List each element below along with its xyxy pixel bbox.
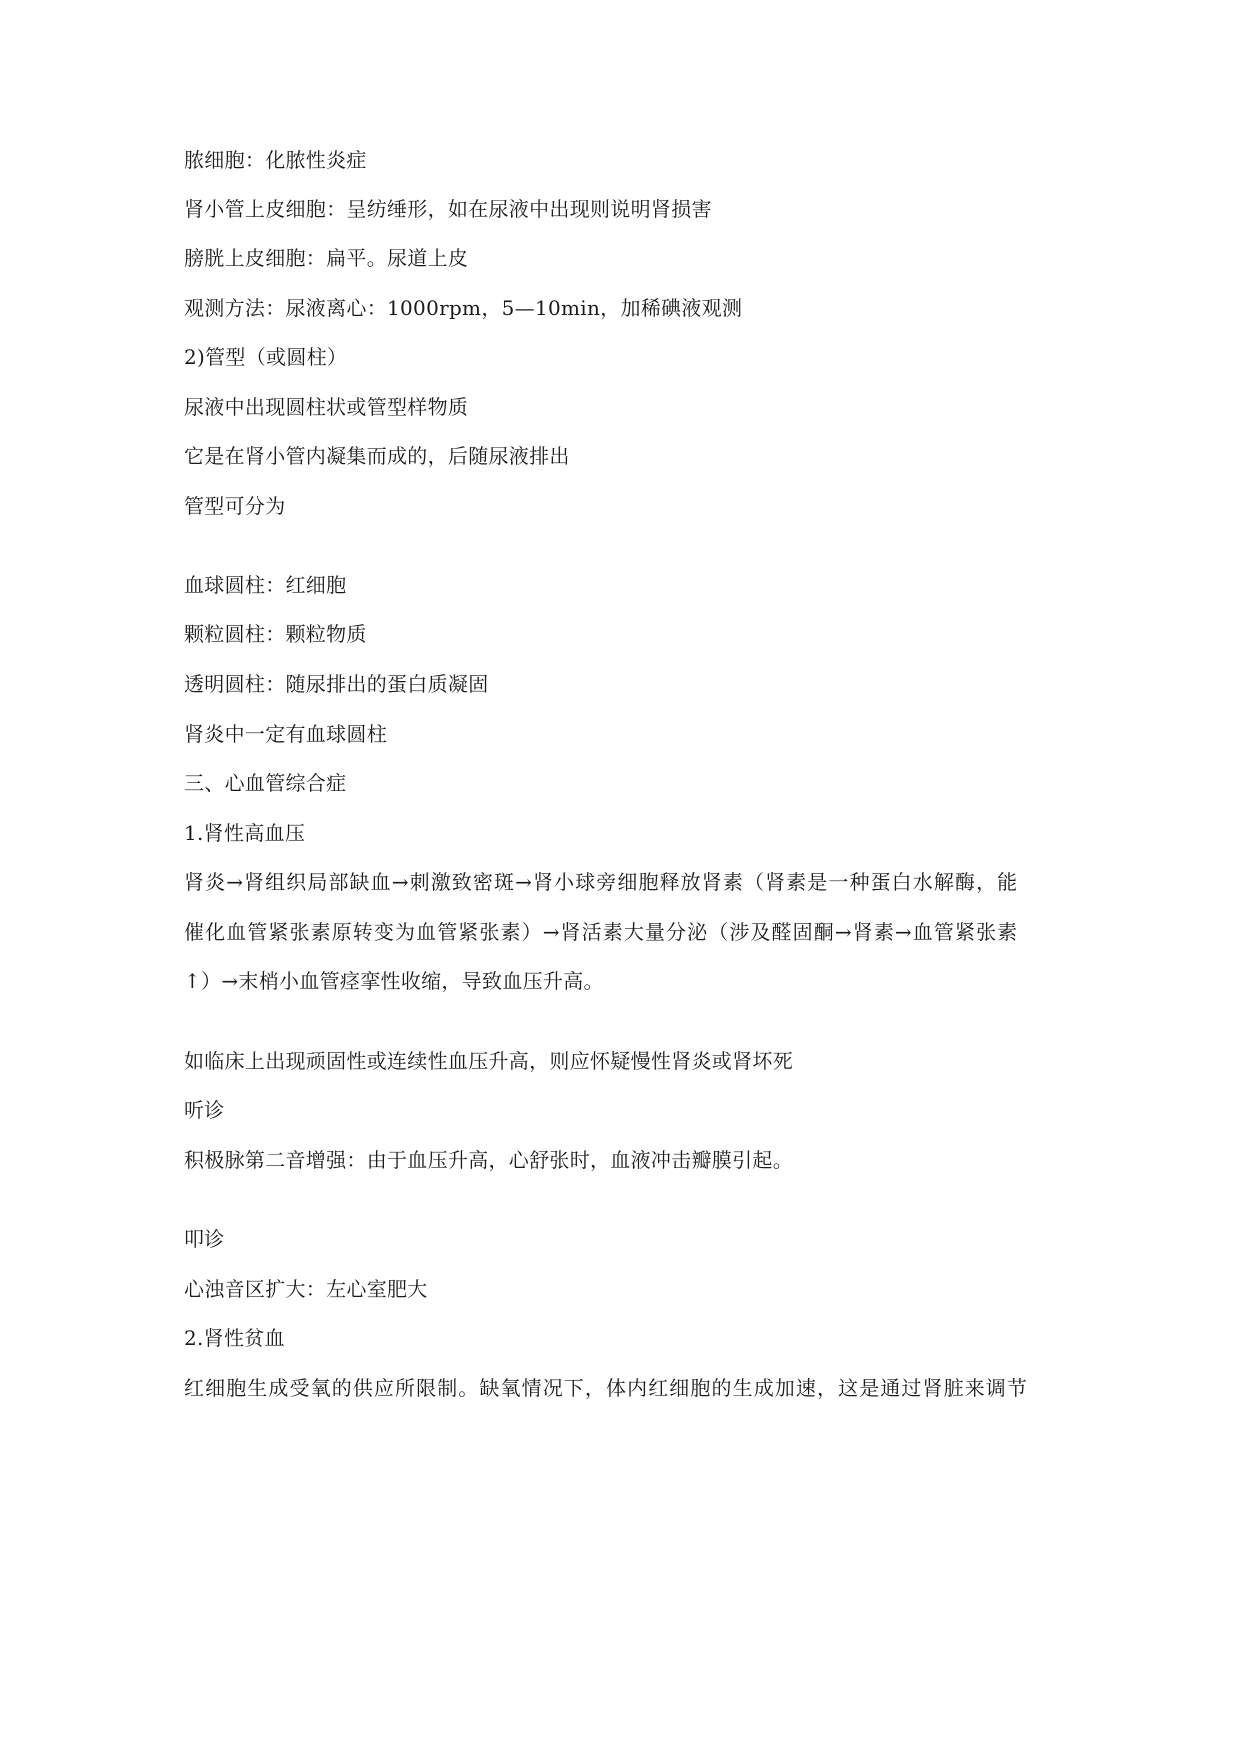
text-line-second-heart-sound: 积极脉第二音增强：由于血压升高，心舒张时，血液冲击瓣膜引起。 (184, 1148, 793, 1172)
section-heading-cardiovascular: 三、心血管综合症 (184, 771, 347, 795)
text-line-blood-cell-cast: 血球圆柱：红细胞 (184, 573, 347, 597)
text-line-renal-tubular-cells: 肾小管上皮细胞：呈纺缍形，如在尿液中出现则说明肾损害 (184, 197, 712, 221)
text-line-mechanism-1: 肾炎→肾组织局部缺血→刺激致密斑→肾小球旁细胞释放肾素（肾素是一种蛋白水解酶，能 (184, 870, 1019, 894)
text-line-observation-method: 观测方法：尿液离心：1000rpm，5—10min，加稀碘液观测 (184, 296, 743, 320)
text-line-clinical-suspicion: 如临床上出现顽固性或连续性血压升高，则应怀疑慢性肾炎或肾坏死 (184, 1049, 793, 1073)
text-line-nephritis-cast: 肾炎中一定有血球圆柱 (184, 722, 387, 746)
text-line-cardiac-dullness: 心浊音区扩大：左心室肥大 (184, 1277, 428, 1301)
subheading-auscultation: 听诊 (184, 1098, 225, 1122)
text-line-mechanism-3: ↑）→末梢小血管痉挛性收缩，导致血压升高。 (184, 969, 604, 993)
text-line-mechanism-2: 催化血管紧张素原转变为血管紧张素）→肾活素大量分泌（涉及醛固酮→肾素→血管紧张素 (184, 920, 1019, 944)
subheading-renal-hypertension: 1.肾性高血压 (184, 821, 306, 845)
text-line-casts-formation: 它是在肾小管内凝集而成的，后随尿液排出 (184, 444, 570, 468)
text-line-erythropoiesis: 红细胞生成受氧的供应所限制。缺氧情况下，体内红细胞的生成加速，这是通过肾脏来调节 (184, 1376, 1028, 1400)
text-line-pus-cells: 脓细胞：化脓性炎症 (184, 148, 367, 172)
text-line-casts-definition: 尿液中出现圆柱状或管型样物质 (184, 395, 469, 419)
text-line-bladder-cells: 膀胱上皮细胞：扁平。尿道上皮 (184, 246, 469, 270)
subheading-percussion: 叩诊 (184, 1227, 225, 1251)
text-line-granular-cast: 颗粒圆柱：颗粒物质 (184, 622, 367, 646)
text-line-hyaline-cast: 透明圆柱：随尿排出的蛋白质凝固 (184, 672, 489, 696)
text-line-casts-heading: 2)管型（或圆柱） (184, 345, 348, 369)
subheading-renal-anemia: 2.肾性贫血 (184, 1326, 285, 1350)
text-line-casts-types-intro: 管型可分为 (184, 494, 286, 518)
